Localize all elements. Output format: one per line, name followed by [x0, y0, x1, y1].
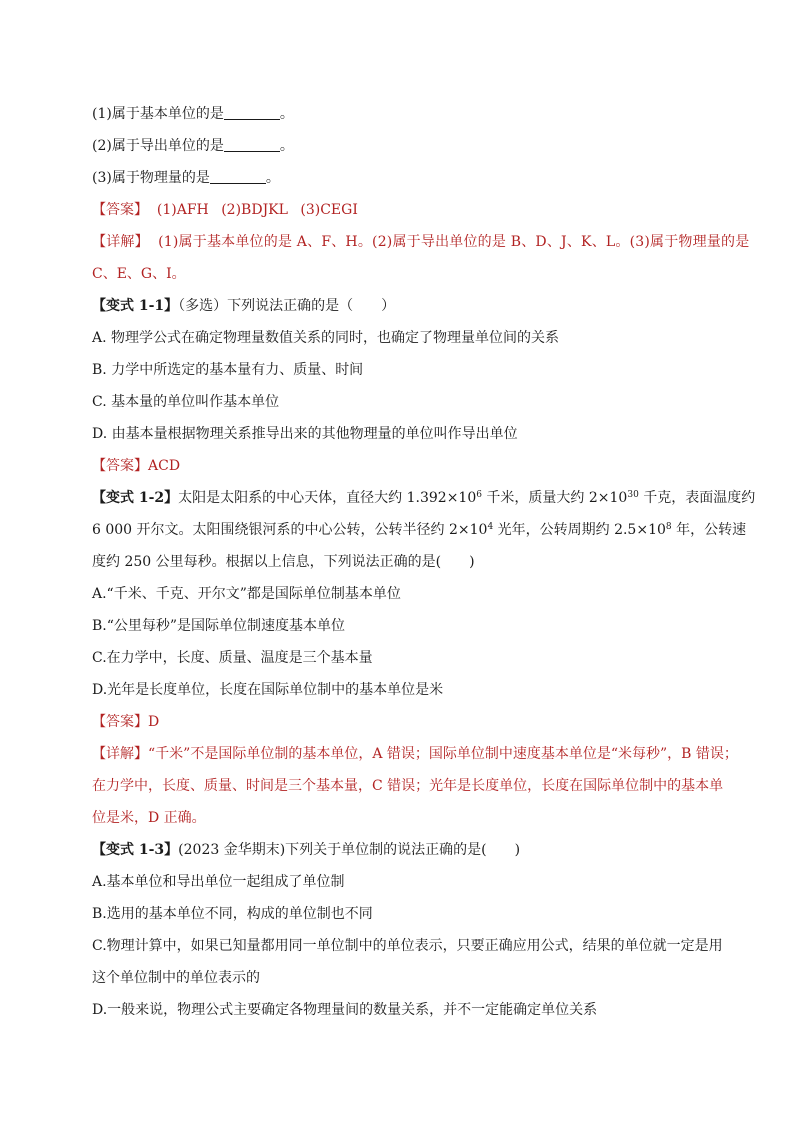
- question-part-3-text: (3)属于物理量的是: [92, 170, 210, 186]
- stem-text: 光年，公转周期约 2.5×10: [493, 522, 666, 538]
- option-b: B. 力学中所选定的基本量有力、质量、时间: [92, 362, 364, 378]
- variant-stem: (2023 金华期末)下列关于单位制的说法正确的是( ): [178, 842, 521, 858]
- period: 。: [279, 138, 294, 154]
- detail-tag: 【详解】: [92, 234, 149, 250]
- answer-tag: 【答案】: [92, 202, 148, 218]
- question-part-1: [92, 104, 732, 124]
- variant-1-1-stem: [92, 296, 732, 316]
- variant-tag: 【变式 1-1】: [92, 298, 179, 314]
- detail-text: “千米”不是国际单位制的基本单位，A 错误；国际单位制中速度基本单位是“米每秒”，B 错误；: [148, 746, 738, 762]
- option-c-line-2: 这个单位制中的单位表示的: [92, 970, 260, 986]
- question-part-2-text: (2)属于导出单位的是: [92, 138, 224, 154]
- question-part-1-text: (1)属于基本单位的是: [92, 106, 224, 122]
- option-d: D. 由基本量根据物理关系推导出来的其他物理量的单位叫作导出单位: [92, 426, 518, 442]
- detail-text: C、E、G、I。: [92, 266, 186, 282]
- detail-line-2: [92, 264, 732, 284]
- variant-tag: 【变式 1-3】: [92, 842, 179, 858]
- answer-text: (1)AFH (2)BDJKL (3)CEGI: [156, 202, 358, 218]
- question-part-2: [92, 136, 732, 156]
- option-b: B.选用的基本单位不同，构成的单位制也不同: [92, 906, 373, 922]
- exponent: 6: [476, 490, 482, 500]
- detail-line-1: [92, 232, 750, 252]
- option-c: C.在力学中，长度、质量、温度是三个基本量: [92, 650, 373, 666]
- answer-blank: [224, 105, 280, 120]
- question-part-3: [92, 168, 732, 188]
- detail-tag: 【详解】: [92, 746, 148, 762]
- answer-line: [92, 712, 732, 732]
- variant-1-2-stem-line-3: 度约 250 公里每秒。根据以上信息，下列说法正确的是( ): [92, 554, 475, 570]
- variant-stem: （多选）下列说法正确的是（ ）: [178, 298, 396, 314]
- exponent: 30: [627, 490, 639, 500]
- answer-text: D: [148, 714, 160, 730]
- answer-line: [92, 200, 732, 220]
- exponent: 4: [487, 522, 494, 532]
- variant-1-3-stem: [92, 840, 732, 860]
- variant-1-2-stem-line-1: [92, 488, 756, 508]
- stem-text: 千米，质量大约 2×10: [481, 490, 628, 506]
- variant-1-2-stem-line-2: [92, 520, 747, 540]
- option-c-line-1: C.物理计算中，如果已知量都用同一单位制中的单位表示，只要正确应用公式，结果的单位就一定是用: [92, 938, 723, 954]
- detail-text: (1)属于基本单位的是 A、F、H。(2)属于导出单位的是 B、D、J、K、L。(3)属于物理量的是: [158, 234, 750, 250]
- exponent: 8: [665, 522, 672, 532]
- option-b: B.“公里每秒”是国际单位制速度基本单位: [92, 618, 346, 634]
- period: 。: [265, 170, 280, 186]
- stem-text: 千克，表面温度约: [638, 490, 756, 506]
- stem-text: 6 000 开尔文。太阳围绕银河系的中心公转，公转半径约 2×10: [92, 522, 488, 538]
- option-a: A.“千米、千克、开尔文”都是国际单位制基本单位: [92, 586, 401, 602]
- option-a: A. 物理学公式在确定物理量数值关系的同时，也确定了物理量单位间的关系: [92, 330, 560, 346]
- detail-line-2: 在力学中，长度、质量、时间是三个基本量，C 错误；光年是长度单位，长度在国际单位制中的基本单: [92, 778, 724, 794]
- stem-text: 年，公转速: [671, 522, 747, 538]
- answer-text: ACD: [148, 458, 181, 474]
- option-d: D.光年是长度单位，长度在国际单位制中的基本单位是米: [92, 682, 444, 698]
- detail-line-3: 位是米，D 正确。: [92, 810, 206, 826]
- variant-tag: 【变式 1-2】: [92, 490, 179, 506]
- stem-text: 太阳是太阳系的中心天体，直径大约 1.392×10: [178, 490, 477, 506]
- answer-tag: 【答案】: [92, 714, 148, 730]
- option-a: A.基本单位和导出单位一起组成了单位制: [92, 874, 345, 890]
- option-d: D.一般来说，物理公式主要确定各物理量间的数量关系，并不一定能确定单位关系: [92, 1002, 598, 1018]
- option-c: C. 基本量的单位叫作基本单位: [92, 394, 280, 410]
- period: 。: [279, 106, 294, 122]
- answer-tag: 【答案】: [92, 458, 148, 474]
- answer-blank: [224, 137, 280, 152]
- detail-line-1: [92, 744, 738, 764]
- answer-line: [92, 456, 732, 476]
- answer-blank: [210, 169, 266, 184]
